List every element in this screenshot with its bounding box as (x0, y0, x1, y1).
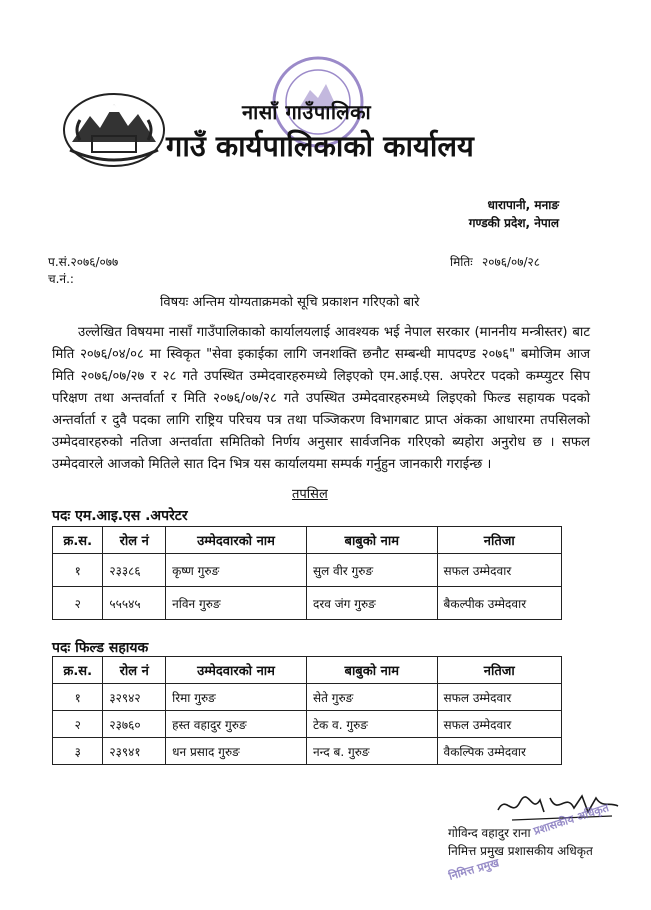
header-father: बाबुको नाम (306, 527, 437, 554)
cell-candidate: धन प्रसाद गुरुङ (166, 738, 307, 765)
signatory-name: गोविन्द वहादुर राना (448, 826, 531, 840)
cell-result: वैकल्पिक उम्मेदवार (437, 738, 561, 765)
annex-heading: तपसिल (292, 487, 328, 502)
subject-label: विषयः (160, 295, 189, 310)
cell-father: सुल वीर गुरुङ (306, 554, 437, 587)
stamp-text-2: निमित्त प्रमुख (447, 856, 501, 883)
cell-father: सेते गुरुङ (306, 684, 437, 711)
cell-result: बैकल्पीक उम्मेदवार (437, 587, 561, 620)
cell-sn: १ (53, 554, 103, 587)
reference-number: प.सं.२०७६/०७७ (48, 255, 119, 269)
result-table-field-assistant (52, 656, 562, 765)
cell-candidate: कृष्ण गुरुङ (166, 554, 307, 587)
cell-candidate: रिमा गुरुङ (166, 684, 307, 711)
stamp-text-1: प्रशासकीय अधिकृत (531, 801, 611, 838)
cell-sn: १ (53, 684, 103, 711)
cell-father: दरव जंग गुरुङ (306, 587, 437, 620)
subject-text: अन्तिम योग्यताक्रमको सूचि प्रकाशन गरिएको बारे (192, 295, 420, 310)
cell-father: नन्द ब. गुरुङ (306, 738, 437, 765)
date-value: २०७६/०७/२८ (482, 255, 541, 269)
signatory-title: निमित्त प्रमुख प्रशासकीय अधिकृत (448, 844, 593, 858)
table-row (53, 587, 562, 620)
table-row (53, 684, 562, 711)
header-candidate: उम्मेदवारको नाम (166, 657, 307, 684)
table-header-row (53, 527, 562, 554)
cell-result: सफल उम्मेदवार (437, 554, 561, 587)
header-result: नतिजा (437, 657, 561, 684)
cell-candidate: हस्त वहादुर गुरुङ (166, 711, 307, 738)
header-candidate: उम्मेदवारको नाम (166, 527, 307, 554)
table-row (53, 554, 562, 587)
cell-roll: २३९४१ (103, 738, 166, 765)
post-label-mis-operator: पदः एम.आइ.एस .अपरेटर (52, 508, 188, 524)
body-paragraph: उल्लेखित विषयमा नासाँ गाउँपालिकाको कार्यालयलाई आवश्यक भई नेपाल सरकार (माननीय मन्त्रीस्तर) बाट मिति २०७६/०४/०८ मा स्विकृत "सेवा इकाईका लागि जनशक्ति छनौट सम्बन्धी मापदण्ड २०७६" बमोजिम आज मिति २०७६/०७/२७ र २८ गते उपस्थित उम्मेदवारहरुमध्ये लिइएको एम.आई.एस. अपरेटर पदको कम्प्युटर सिप परिक्षण तथा अन्तर्वार्ता र मिति २०७६/०७/२८ गते उपस्थित उम्मेदवारहरुमध्ये लिइएको फिल्ड सहायक पदको अन्तर्वार्ता र दुवै पदका लागि राष्ट्रिय परिचय पत्र तथा पञ्जिकरण विभागबाट प्राप्त अंकका आधारमा तपसिलको उम्मेदवारहरुको नतिजा अन्तर्वाता समितिको निर्णय अनुसार सार्वजनिक गरिएको ब्यहोरा अनुरोध छ । सफल उम्मेदवारले आजको मितिले सात दिन भित्र यस कार्यालयमा सम्पर्क गर्नुहुन जानकारी गराईन्छ । (52, 325, 590, 472)
emblem-icon (62, 90, 166, 168)
cell-result: सफल उम्मेदवार (437, 684, 561, 711)
header-father: बाबुको नाम (306, 657, 437, 684)
cell-roll: ३२९४२ (103, 684, 166, 711)
table-row (53, 711, 562, 738)
org-name: नासाँ गाउँपालिका (242, 100, 372, 124)
header-roll: रोल नं (103, 657, 166, 684)
table-row (53, 738, 562, 765)
cell-sn: ३ (53, 738, 103, 765)
table-header-row (53, 657, 562, 684)
cell-result: सफल उम्मेदवार (437, 711, 561, 738)
cell-sn: २ (53, 587, 103, 620)
address-line-2: गण्डकी प्रदेश, नेपाल (468, 216, 559, 230)
dispatch-number: च.नं.: (48, 272, 74, 286)
cell-candidate: नविन गुरुङ (166, 587, 307, 620)
office-name: गाउँ कार्यपालिकाको कार्यालय (166, 129, 474, 163)
address-line-1: धारापानी, मनाङ (487, 198, 559, 212)
cell-father: टेक व. गुरुङ (306, 711, 437, 738)
subject-line (160, 292, 419, 310)
cell-sn: २ (53, 711, 103, 738)
cell-roll: ५५५४५ (103, 587, 166, 620)
cell-roll: २३३८६ (103, 554, 166, 587)
date-label: मितिः (450, 255, 473, 269)
result-table-mis-operator (52, 526, 562, 620)
cell-roll: २३७६० (103, 711, 166, 738)
header-sn: क्र.स. (53, 527, 103, 554)
post-label-field-assistant: पदः फिल्ड सहायक (52, 640, 149, 656)
header-roll: रोल नं (103, 527, 166, 554)
header-sn: क्र.स. (53, 657, 103, 684)
header-result: नतिजा (437, 527, 561, 554)
